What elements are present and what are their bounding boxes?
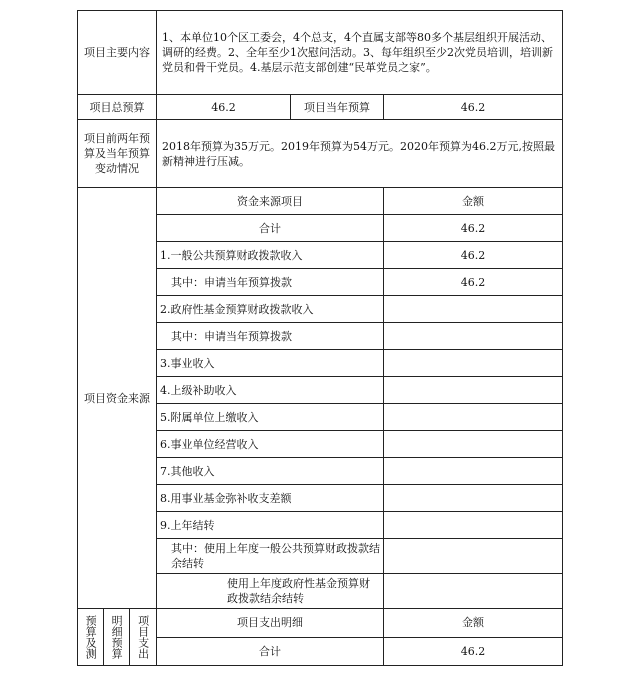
source-amount: [384, 350, 563, 377]
source-amount: [384, 485, 563, 512]
sources-section-label: 项目资金来源: [78, 188, 157, 609]
source-item: 2.政府性基金预算财政拨款收入: [157, 296, 384, 323]
source-item: 4.上级补助收入: [157, 377, 384, 404]
expense-header-amount: 金额: [384, 609, 563, 638]
source-amount: 46.2: [384, 242, 563, 269]
expense-col1-label: 预算及测: [78, 609, 104, 665]
source-amount: [384, 539, 563, 574]
source-item: 合计: [157, 215, 384, 242]
source-amount: [384, 404, 563, 431]
project-budget-table: [77, 10, 563, 666]
source-amount: [384, 323, 563, 350]
source-item: 9.上年结转: [157, 512, 384, 539]
source-item: 3.事业收入: [157, 350, 384, 377]
sources-header-item: 资金来源项目: [157, 188, 384, 215]
expense-header-item: 项目支出明细: [157, 609, 384, 638]
expense-total-item: 合计: [157, 637, 384, 666]
source-amount: 46.2: [384, 269, 563, 296]
source-item: 其中：使用上年度一般公共预算财政拨款结余结转: [157, 539, 384, 574]
source-item: 8.用事业基金弥补收支差额: [157, 485, 384, 512]
content-label: 项目主要内容: [78, 11, 157, 95]
source-item: 1.一般公共预算财政拨款收入: [157, 242, 384, 269]
total-budget-label: 项目总预算: [78, 95, 157, 120]
source-amount: [384, 458, 563, 485]
history-label: 项目前两年预算及当年预算变动情况: [78, 120, 157, 188]
source-amount: [384, 377, 563, 404]
source-item: 5.附属单位上缴收入: [157, 404, 384, 431]
source-item: 6.事业单位经营收入: [157, 431, 384, 458]
history-text: 2018年预算为35万元。2019年预算为54万元。2020年预算为46.2万元,按照最新精神进行压减。: [157, 120, 563, 188]
expense-col2-label: 明细预算: [104, 609, 130, 665]
source-item: 其中：申请当年预算拨款: [157, 269, 384, 296]
source-amount: [384, 296, 563, 323]
source-amount: [384, 431, 563, 458]
expense-side-labels: [78, 609, 157, 666]
sources-header-amount: 金额: [384, 188, 563, 215]
source-item: 7.其他收入: [157, 458, 384, 485]
expense-total-amount: 46.2: [384, 637, 563, 666]
current-budget-label: 项目当年预算: [291, 95, 384, 120]
source-amount: [384, 512, 563, 539]
expense-col3-label: 项目支出: [136, 615, 150, 659]
content-text: 1、本单位10个区工委会，4个总支，4个直属支部等80多个基层组织开展活动、调研的经费。2、全年至少1次慰问活动。3、每年组织至少2次党员培训，培训新党员和骨干党员。4.基层示范支部创建“民革党员之家”。: [157, 11, 563, 95]
total-budget-value: 46.2: [157, 95, 291, 120]
source-amount: [384, 574, 563, 609]
source-amount: 46.2: [384, 215, 563, 242]
current-budget-value: 46.2: [384, 95, 563, 120]
source-item: 使用上年度政府性基金预算财政拨款结余结转: [157, 574, 384, 609]
source-item: 其中：申请当年预算拨款: [157, 323, 384, 350]
